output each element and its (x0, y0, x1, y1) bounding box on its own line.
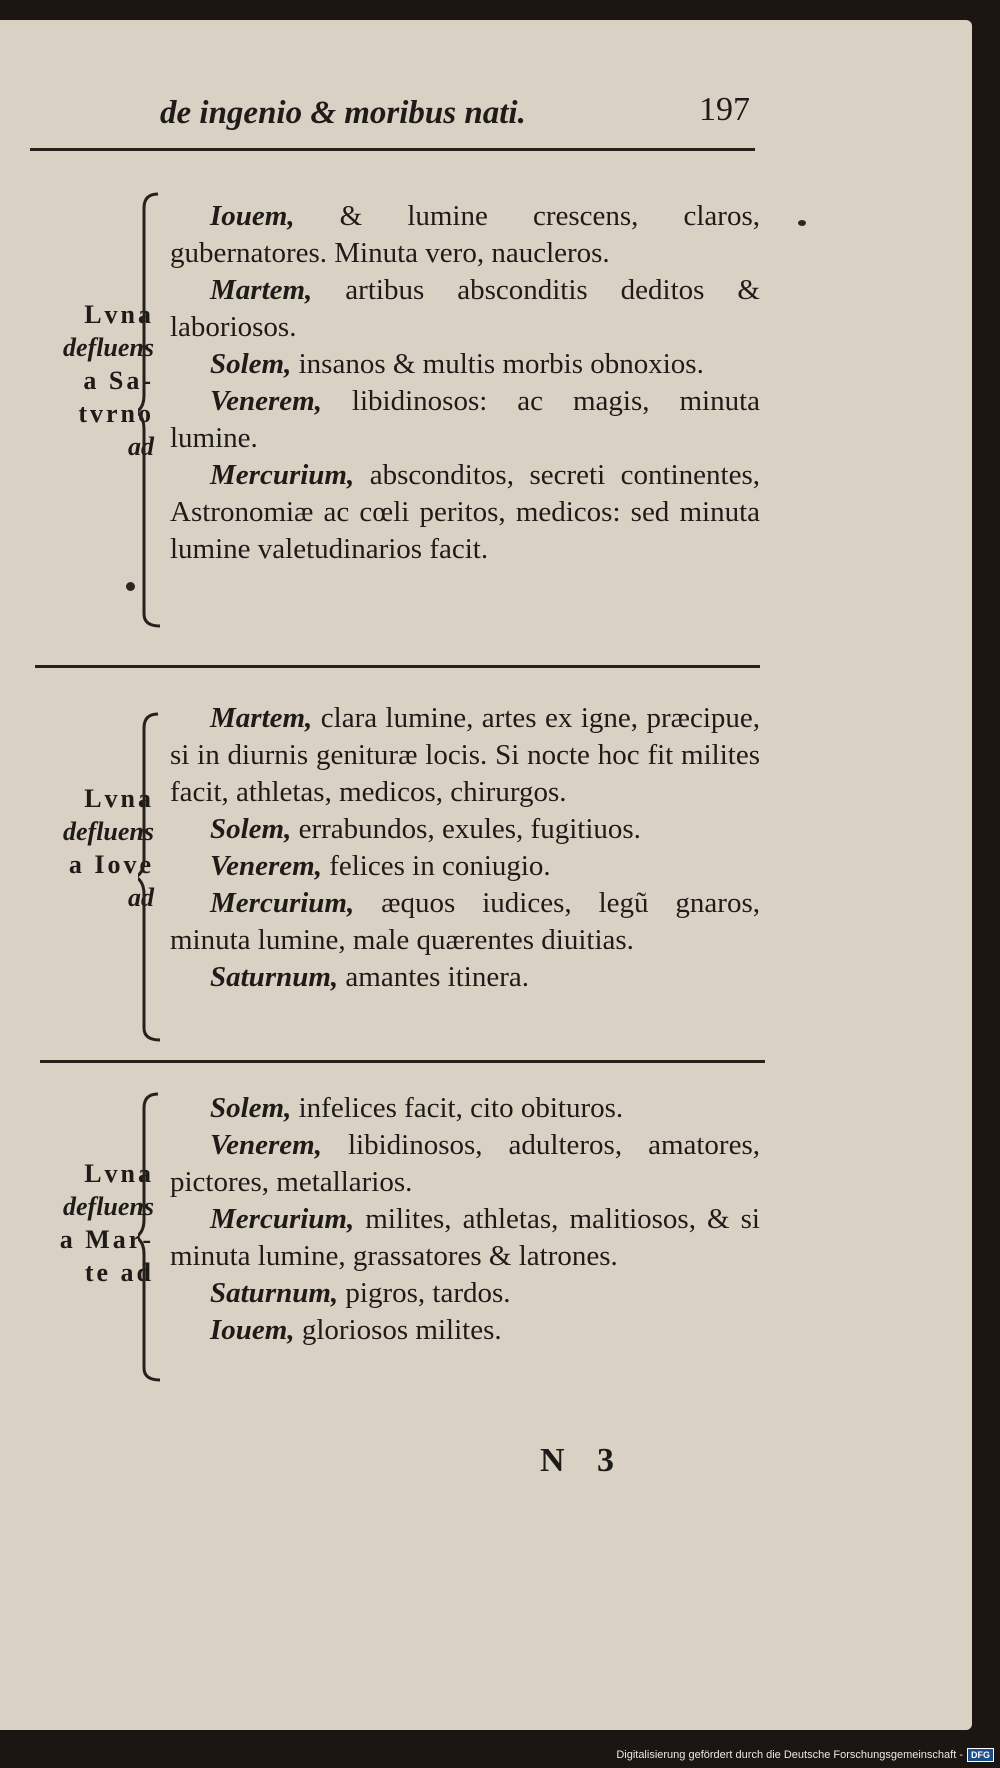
entry (170, 1275, 760, 1312)
planet-name: Solem, (210, 348, 292, 380)
label-line: ad (128, 883, 154, 912)
entry (170, 848, 760, 885)
label-line: defluens (63, 1192, 154, 1221)
section-rule (35, 665, 760, 668)
book-page (0, 20, 972, 1730)
digitization-credit (616, 1748, 994, 1762)
label-line: defluens (63, 333, 154, 362)
entry (170, 811, 760, 848)
entry-text: infelices facit, cito obituros. (291, 1092, 624, 1124)
signature-mark: N 3 (540, 1442, 627, 1479)
label-line: ad (128, 432, 154, 461)
planet-name: Iouem, (210, 200, 295, 232)
entry (170, 457, 760, 568)
planet-name: Martem, (210, 702, 313, 734)
entry-text: & lumine crescens, claros, gubernatores. Minuta vero, naucleros. (170, 200, 760, 269)
entry (170, 700, 760, 811)
entry-text: pigros, tardos. (338, 1277, 511, 1309)
brace-icon (138, 1090, 164, 1385)
entry-text: libidinosos: ac magis, minuta lumine. (170, 385, 760, 454)
entry-text: amantes itinera. (338, 961, 530, 993)
brace-icon (138, 190, 164, 630)
section-luna-a-iove (0, 680, 972, 1060)
planet-name: Solem, (210, 1092, 292, 1124)
entry (170, 198, 760, 272)
planet-name: Mercurium, (210, 1203, 355, 1235)
entry (170, 1127, 760, 1201)
section-label (24, 782, 154, 914)
planet-name: Saturnum, (210, 1277, 339, 1309)
entry-text: artibus absconditis deditos & laboriosos. (170, 274, 760, 343)
entry (170, 383, 760, 457)
label-line: te ad (84, 1258, 154, 1287)
section-rule (40, 1060, 765, 1063)
entry (170, 346, 760, 383)
planet-name: Mercurium, (210, 887, 355, 919)
running-title: de ingenio & moribus nati. (160, 95, 526, 131)
planet-name: Venerem, (210, 1129, 322, 1161)
planet-name: Mercurium, (210, 459, 355, 491)
brace-icon (138, 710, 164, 1045)
entry (170, 885, 760, 959)
section-text (170, 198, 760, 568)
label-line: a Mar- (59, 1225, 154, 1254)
label-line: tvrno (78, 399, 154, 428)
section-text (170, 1090, 760, 1349)
entry-text: absconditos, secreti continentes, Astronomiæ ac cœli peritos, medicos: sed minuta lumine valetudinarios facit. (170, 459, 760, 565)
entry (170, 1312, 760, 1349)
label-line: a Sa- (83, 366, 154, 395)
ink-spot (126, 582, 135, 591)
section-text (170, 700, 760, 996)
entry (170, 272, 760, 346)
section-luna-a-marte (0, 1075, 972, 1405)
entry (170, 1201, 760, 1275)
planet-name: Venerem, (210, 850, 322, 882)
entry-text: insanos & multis morbis obnoxios. (291, 348, 704, 380)
entry-text: æquos iudices, legũ gnaros, minuta lumine, male quærentes diuitias. (170, 887, 760, 956)
dfg-logo-icon: DFG (967, 1748, 994, 1762)
label-line: Lvna (84, 784, 154, 813)
header-rule (30, 148, 755, 151)
entry-text: gloriosos milites. (294, 1314, 502, 1346)
label-line: a Iove (68, 850, 154, 879)
entry-text: clara lumine, artes ex igne, præcipue, si in diurnis genituræ locis. Si nocte hoc fit milites facit, athletas, medicos, chirurgos. (170, 702, 760, 808)
entry-text: felices in coniugio. (321, 850, 551, 882)
entry (170, 1090, 760, 1127)
page-number: 197 (699, 91, 750, 128)
planet-name: Martem, (210, 274, 313, 306)
section-label (24, 1157, 154, 1289)
section-luna-a-saturno (0, 160, 972, 650)
entry-text: milites, athletas, malitiosos, & si minuta lumine, grassatores & latrones. (170, 1203, 760, 1272)
label-line: Lvna (84, 300, 154, 329)
planet-name: Venerem, (210, 385, 322, 417)
entry (170, 959, 760, 996)
section-label (24, 298, 154, 463)
label-line: defluens (63, 817, 154, 846)
label-line: Lvna (84, 1159, 154, 1188)
entry-text: libidinosos, adulteros, amatores, pictores, metallarios. (170, 1129, 760, 1198)
entry-text: errabundos, exules, fugitiuos. (291, 813, 641, 845)
planet-name: Solem, (210, 813, 292, 845)
planet-name: Iouem, (210, 1314, 295, 1346)
credit-text: Digitalisierung gefördert durch die Deutsche Forschungsgemeinschaft - (616, 1749, 963, 1761)
planet-name: Saturnum, (210, 961, 339, 993)
page-header (160, 75, 760, 135)
